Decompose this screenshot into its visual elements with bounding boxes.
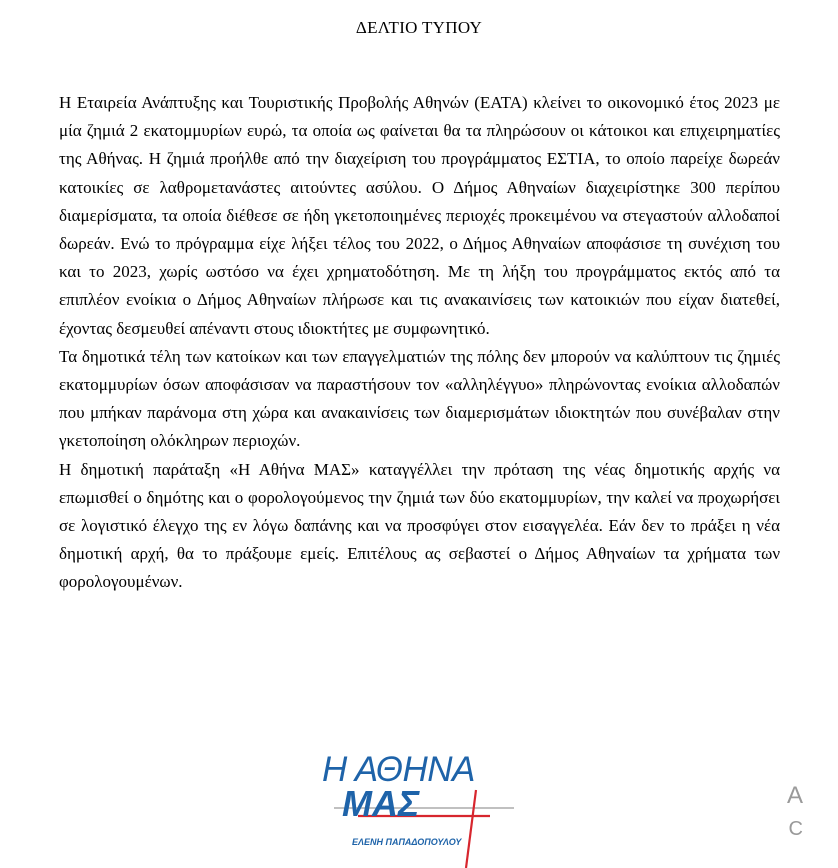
edge-fragment-2: C — [788, 818, 803, 840]
page-title: ΔΕΛΤΙΟ ΤΥΠΟΥ — [355, 18, 483, 37]
party-logo — [318, 750, 518, 868]
paragraph-3: Η δημοτική παράταξη «Η Αθήνα ΜΑΣ» καταγγέλλει την πρόταση της νέας δημοτικής αρχής να επωμισθεί ο δημότης και ο φορολογούμενος την ζημιά των δύο εκατομμυρίων, την καλεί να προχωρήσει σε λογιστικό έλεγχο της εν λόγω δαπάνης και να προσφύγει στον εισαγγελέα. Εάν δεν το πράξει η νέα δημοτική αρχή, θα το πράξουμε εμείς. Επιτέλους ας σεβαστεί ο Δήμος Αθηναίων τα χρήματα των φορολογουμένων. — [59, 459, 780, 592]
press-release-body — [59, 89, 780, 597]
logo-red-vertical — [466, 790, 476, 868]
paragraph-1: Η Εταιρεία Ανάπτυξης και Τουριστικής Προβολής Αθηνών (ΕΑΤΑ) κλείνει το οικονομικό έτος 2023 με μία ζημιά 2 εκατομμυρίων ευρώ, τα οποία ως φαίνεται θα τα πληρώσουν οι κάτοικοι και επιχειρηματίες της Αθήνας. Η ζημιά προήλθε από την διαχείριση του προγράμματος ΕΣΤΙΑ, το οποίο παρείχε δωρεάν κατοικίες σε λαθρομετανάστες αιτούντες ασύλου. Ο Δήμος Αθηναίων διαχειρίστηκε 300 περίπου διαμερίσματα, τα οποία διέθεσε σε ήδη γκετοποιημένες περιοχές προκειμένου να στεγαστούν αλλοδαποί δωρεάν. Ενώ το πρόγραμμα είχε λήξει τέλος του 2022, ο Δήμος Αθηναίων αποφάσισε τη συνέχιση του και το 2023, χωρίς ωστόσο να έχει χρηματοδότηση. Με τη λήξη του προγράμματος εκτός από τα επιπλέον ενοίκια ο Δήμος Αθηναίων πλήρωσε και τις ανακαινίσεις των κατοικιών που είχαν διατεθεί, έχοντας δεσμευθεί απέναντι στους ιδιοκτήτες με συμφωνητικό. — [59, 93, 780, 338]
edge-fragment-1: A — [786, 782, 803, 809]
logo-line-1: Η ΑΘΗΝΑ — [322, 750, 475, 789]
logo-candidate-name: ΕΛΕΝΗ ΠΑΠΑΔΟΠΟΥΛΟΥ — [352, 837, 462, 847]
logo-line-2: ΜΑΣ — [342, 783, 420, 824]
paragraph-2: Τα δημοτικά τέλη των κατοίκων και των επαγγελματιών της πόλης δεν μπορούν να καλύπτουν τις ζημιές εκατομμυρίων όσων αποφάσισαν να παραστήσουν τον «αλληλέγγυο» πληρώνοντας ενοίκια αλλοδαπών που μπήκαν παράνομα στη χώρα και ανακαινίσεις των διαμερισμάτων ιδιοκτητών που συνέβαλαν στην γκετοποίηση ολόκληρων περιοχών. — [59, 346, 780, 451]
